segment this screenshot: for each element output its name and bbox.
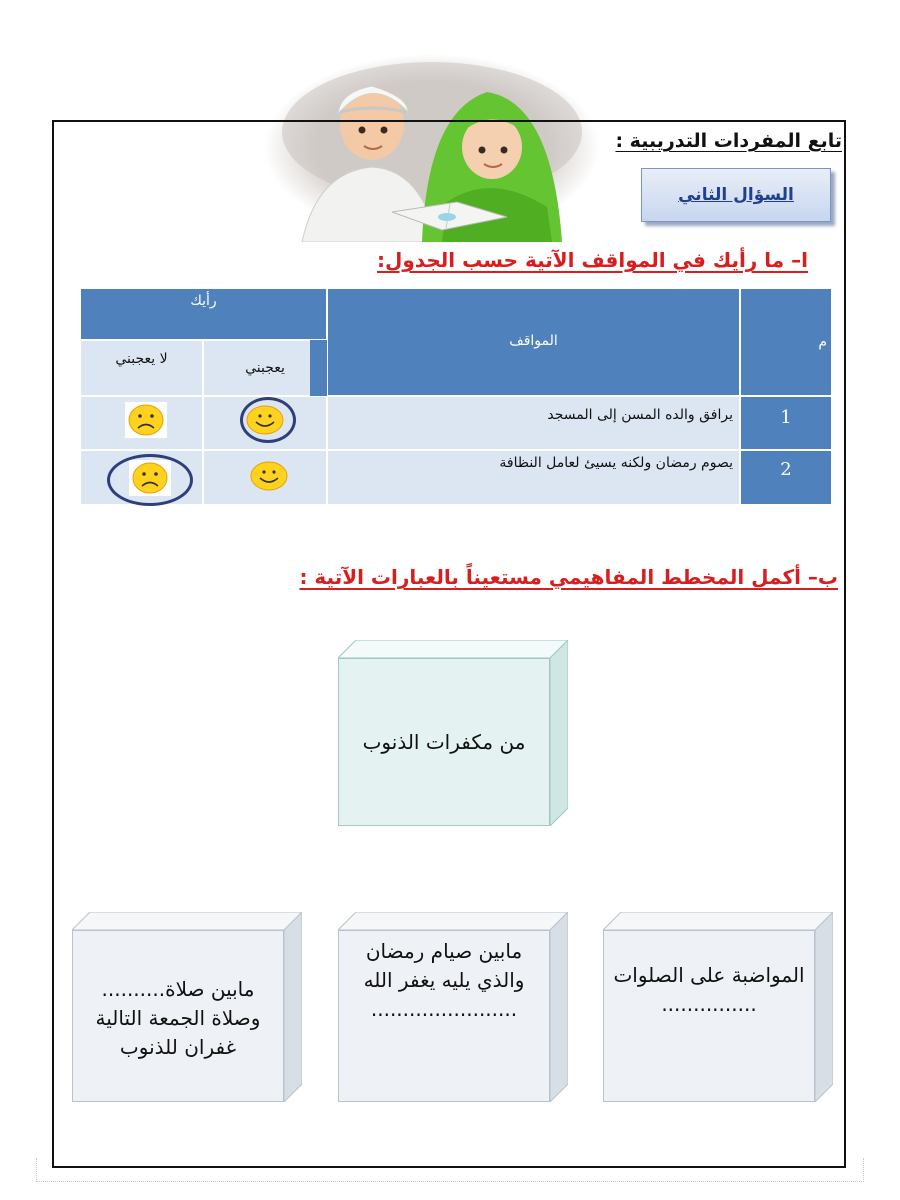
header-dislike: لا يعجبني bbox=[80, 340, 203, 396]
smiley-happy-icon bbox=[249, 460, 289, 492]
concept-box-friday bbox=[72, 912, 302, 1102]
row-1-number: 1 bbox=[740, 396, 832, 450]
concept-box-prayers bbox=[603, 912, 833, 1102]
decorative-page-edge bbox=[36, 1158, 864, 1182]
part-b-heading: ب– أكمل المخطط المفاهيمي مستعيناً بالعبارات الآتية : bbox=[299, 565, 838, 589]
box-ramadan-line1: مابين صيام رمضان bbox=[365, 939, 523, 963]
header-opinion: رأيك bbox=[80, 288, 327, 340]
question-label: السؤال الثاني bbox=[678, 185, 794, 205]
row-1-situation: يرافق والده المسن إلى المسجد bbox=[327, 396, 740, 450]
row-2-situation: يصوم رمضان ولكنه يسيئ لعامل النظافة bbox=[327, 450, 740, 505]
section-title: تابع المفردات التدريبية : bbox=[615, 130, 842, 152]
concept-box-ramadan bbox=[338, 912, 568, 1102]
header-num: م bbox=[740, 288, 832, 396]
box-friday-line3: غفران للذنوب bbox=[119, 1035, 237, 1059]
box-prayers-line2: ............... bbox=[661, 992, 757, 1016]
header-filler bbox=[310, 340, 327, 396]
box-prayers-line1: المواضبة على الصلوات bbox=[613, 963, 805, 987]
header-situation: المواقف bbox=[327, 288, 740, 396]
box-ramadan-line3: ....................... bbox=[370, 997, 518, 1021]
header-like: يعجبني bbox=[203, 340, 327, 396]
question-label-box bbox=[641, 168, 831, 222]
row-2-number: 2 bbox=[740, 450, 832, 505]
box-ramadan-line2: والذي يليه يغفر الله bbox=[363, 968, 525, 992]
opinion-table bbox=[80, 288, 832, 505]
center-box-text: من مكفرات الذنوب bbox=[362, 729, 526, 754]
smiley-sad-icon bbox=[125, 402, 167, 438]
box-friday-line1: مابين صلاة.......... bbox=[101, 977, 255, 1001]
row-1-selection-circle bbox=[240, 397, 296, 443]
box-friday-line2: وصلاة الجمعة التالية bbox=[95, 1006, 261, 1030]
row-2-selection-circle bbox=[107, 454, 193, 506]
concept-center-box bbox=[338, 640, 568, 826]
part-a-heading: ا– ما رأيك في المواقف الآتية حسب الجدول: bbox=[376, 248, 808, 272]
